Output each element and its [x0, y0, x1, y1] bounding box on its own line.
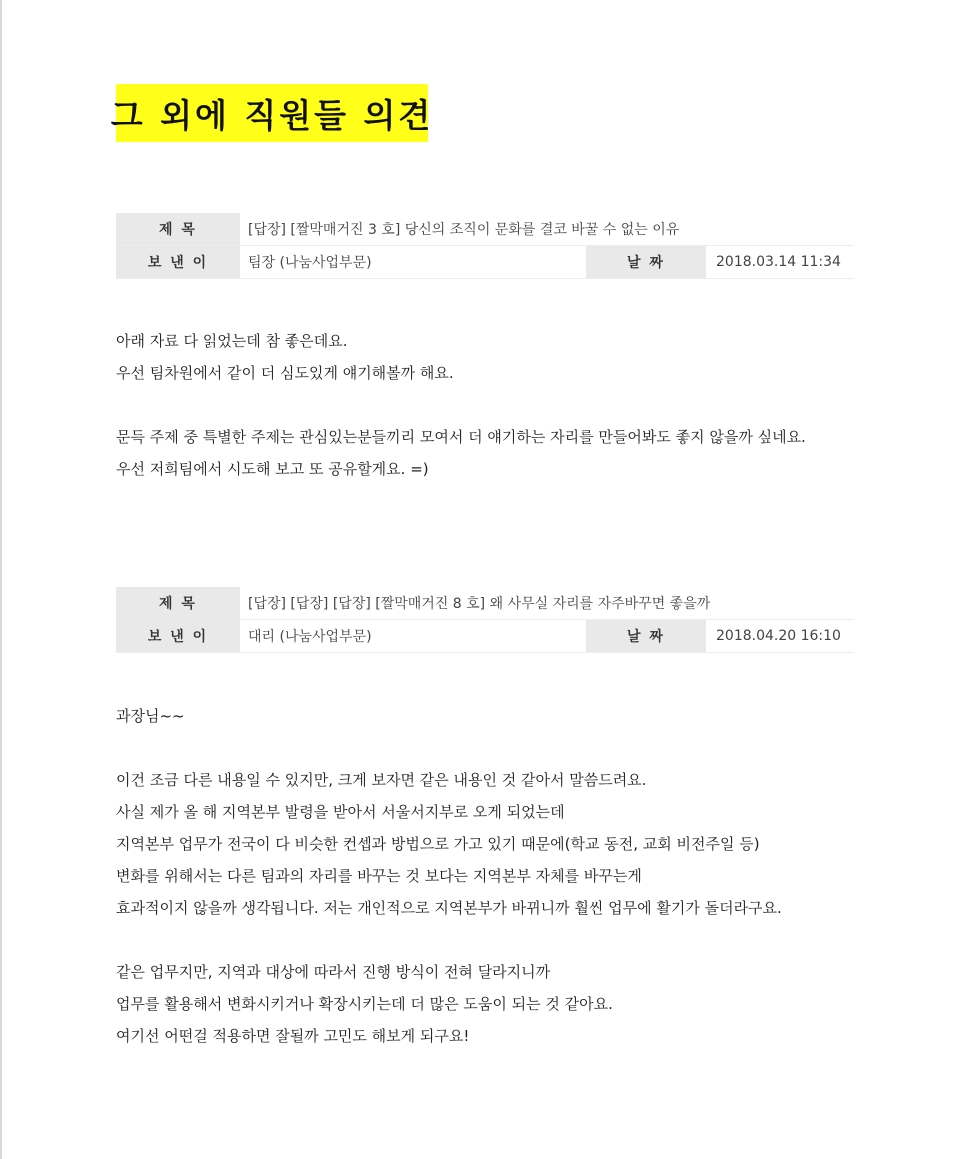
body-line: 효과적이지 않을까 생각됩니다. 저는 개인적으로 지역본부가 바뀌니까 훨씬 업무에 활기가 돌더라구요.: [116, 899, 782, 917]
page-title: 그 외에 직원들 의견: [116, 84, 428, 142]
sender-row: [116, 246, 854, 279]
subject-value: [답장] [답장] [답장] [짤막매거진 8 호] 왜 사무실 자리를 자주바꾸면 좋을까: [248, 596, 711, 612]
body-line: 아래 자료 다 읽었는데 참 좋은데요.: [116, 332, 348, 350]
message-body-1: [116, 325, 858, 485]
body-line: 이건 조금 다른 내용일 수 있지만, 크게 보자면 같은 내용인 것 같아서 말씀드려요.: [116, 771, 647, 789]
sender-value: 팀장 (나눔사업부문): [248, 255, 372, 271]
date-label: 날 짜: [586, 246, 706, 278]
sender-label: 보 낸 이: [116, 246, 240, 278]
subject-label: 제 목: [116, 213, 240, 245]
date-value: 2018.04.20 16:10: [716, 628, 841, 644]
message-header-table-1: [116, 213, 854, 279]
date-value: 2018.03.14 11:34: [716, 254, 841, 270]
message-body-2: [116, 700, 858, 1052]
body-line: 지역본부 업무가 전국이 다 비슷한 컨셉과 방법으로 가고 있기 때문에(학교 동전, 교회 비전주일 등): [116, 835, 760, 853]
date-label: 날 짜: [586, 620, 706, 652]
body-line: 업무를 활용해서 변화시키거나 확장시키는데 더 많은 도움이 되는 것 같아요.: [116, 995, 613, 1013]
body-line: 변화를 위해서는 다른 팀과의 자리를 바꾸는 것 보다는 지역본부 자체를 바꾸는게: [116, 867, 642, 885]
body-line: 과장님~~: [116, 707, 185, 725]
body-line: 여기선 어떤걸 적용하면 잘될까 고민도 해보게 되구요!: [116, 1027, 470, 1045]
body-line: 같은 업무지만, 지역과 대상에 따라서 진행 방식이 전혀 달라지니까: [116, 963, 551, 981]
subject-row: [116, 587, 854, 620]
body-line: 우선 팀차원에서 같이 더 심도있게 얘기해볼까 해요.: [116, 364, 454, 382]
page-edge: [0, 0, 2, 1159]
sender-value: 대리 (나눔사업부문): [248, 629, 372, 645]
body-line: 문득 주제 중 특별한 주제는 관심있는분들끼리 모여서 더 얘기하는 자리를 만들어봐도 좋지 않을까 싶네요.: [116, 428, 806, 446]
subject-row: [116, 213, 854, 246]
sender-label: 보 낸 이: [116, 620, 240, 652]
subject-value: [답장] [짤막매거진 3 호] 당신의 조직이 문화를 결코 바꿀 수 없는 이유: [248, 222, 680, 238]
body-line: 사실 제가 올 해 지역본부 발령을 받아서 서울서지부로 오게 되었는데: [116, 803, 565, 821]
subject-label: 제 목: [116, 587, 240, 619]
sender-row: [116, 620, 854, 653]
body-line: 우선 저희팀에서 시도해 보고 또 공유할게요. =): [116, 460, 429, 478]
message-header-table-2: [116, 587, 854, 653]
